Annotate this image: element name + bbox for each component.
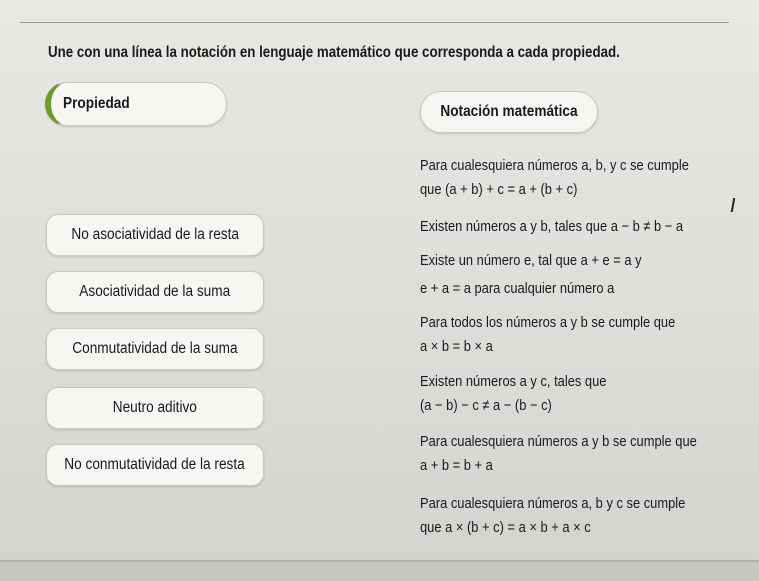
statement-line: Para cualesquiera números a, b, y c se cumple [420,157,689,174]
footer-strip [0,562,759,581]
property-label: No asociatividad de la resta [71,226,239,243]
statement-line: Para cualesquiera números a, b y c se cumple [420,495,686,512]
instruction-text: Une con una línea la notación en lenguaje matemático que corresponda a cada propiedad. [48,44,620,61]
statement-line: Existen números a y b, tales que a − b ≠ b − a [420,218,684,235]
notation-statement-3[interactable] [420,249,642,273]
statement-line: que (a + b) + c = a + (b + c) [420,181,578,198]
property-label: Conmutatividad de la suma [72,340,238,357]
notation-statement-5[interactable] [420,311,675,359]
notation-statement-1[interactable] [420,154,689,202]
top-divider [20,22,729,23]
property-box-4[interactable] [46,387,264,429]
statement-line: a × b = b × a [420,338,493,355]
property-box-2[interactable] [46,271,264,313]
property-box-1[interactable] [46,214,264,256]
property-label: No conmutatividad de la resta [64,456,246,473]
header-property-label: Propiedad [63,95,130,112]
statement-line: Existe un número e, tal que a + e = a y [420,252,642,269]
statement-line: Existen números a y c, tales que [420,373,607,390]
statement-line: Para cualesquiera números a y b se cumple que [420,433,697,450]
statement-line: Para todos los números a y b se cumple que [420,314,676,331]
notation-statement-6[interactable] [420,370,606,418]
property-label: Neutro aditivo [112,399,198,416]
header-notation [420,91,598,133]
property-label: Asociatividad de la suma [79,283,231,300]
statement-line: e + a = a para cualquier número a [420,280,615,297]
header-notation-label: Notación matemática [440,103,578,120]
notation-statement-4[interactable] [420,277,614,301]
header-property [45,82,227,126]
statement-line: (a − b) − c ≠ a − (b − c) [420,397,552,414]
statement-line: a + b = b + a [420,457,493,474]
notation-statement-2[interactable] [420,215,683,239]
property-box-5[interactable] [46,444,264,486]
statement-line: que a × (b + c) = a × b + a × c [420,519,591,536]
notation-statement-8[interactable] [420,492,685,540]
notation-statement-7[interactable] [420,430,697,478]
property-box-3[interactable] [46,328,264,370]
